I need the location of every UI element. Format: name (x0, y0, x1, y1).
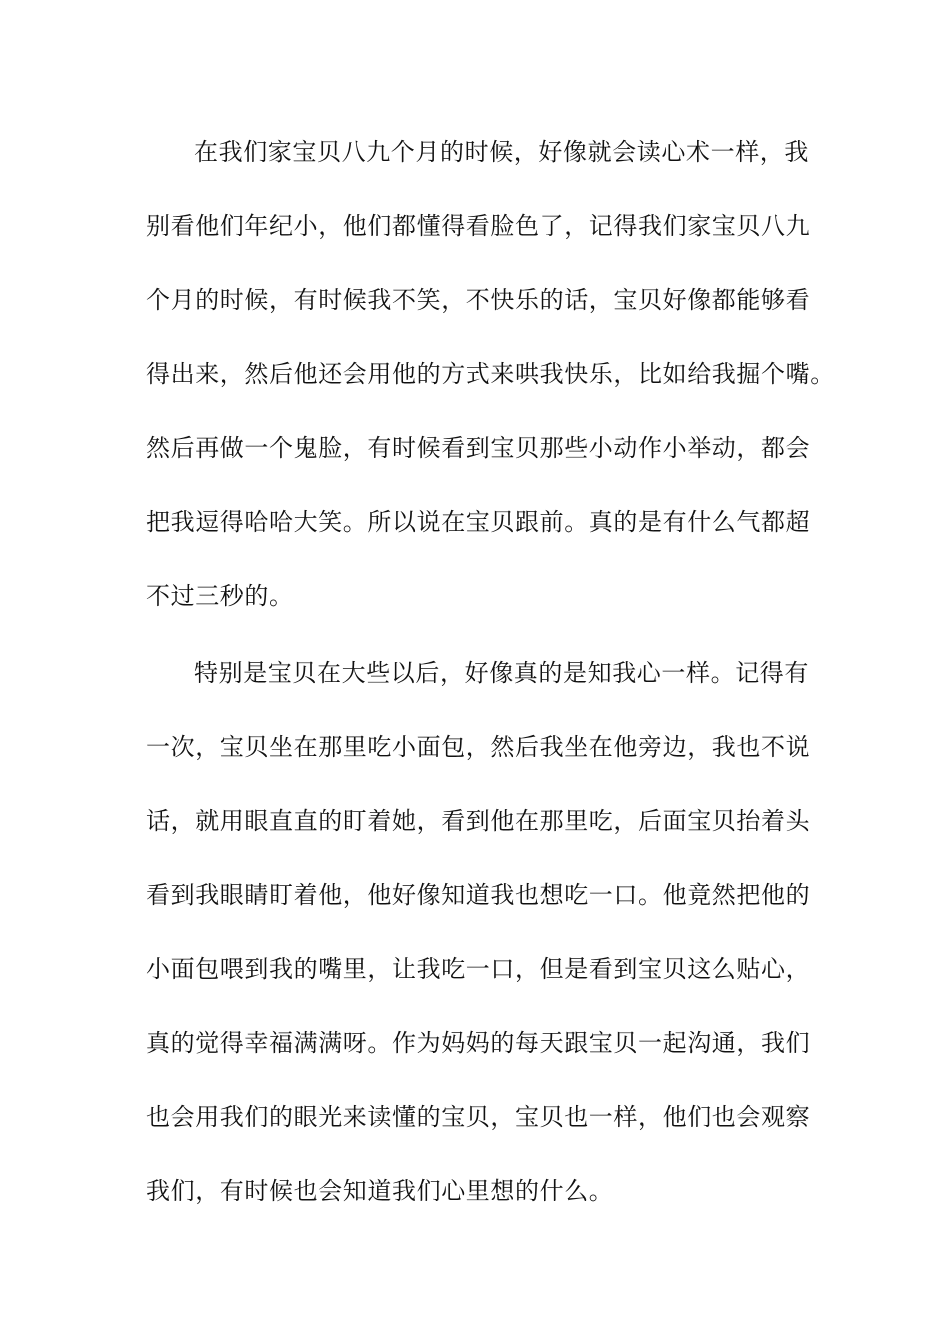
paragraph-line: 个月的时候，有时候我不笑，不快乐的话，宝贝好像都能够看 (146, 286, 811, 314)
paragraph-line: 看到我眼睛盯着他，他好像知道我也想吃一口。他竟然把他的 (146, 881, 811, 909)
paragraph-line: 别看他们年纪小，他们都懂得看脸色了，记得我们家宝贝八九 (146, 212, 811, 240)
paragraph-line: 特别是宝贝在大些以后，好像真的是知我心一样。记得有 (194, 659, 809, 687)
paragraph-line: 不过三秒的。 (146, 582, 294, 610)
paragraph-line: 话，就用眼直直的盯着她，看到他在那里吃，后面宝贝抬着头 (146, 807, 811, 835)
paragraph-line: 在我们家宝贝八九个月的时候，好像就会读心术一样，我 (194, 138, 809, 166)
paragraph-line: 把我逗得哈哈大笑。所以说在宝贝跟前。真的是有什么气都超 (146, 508, 811, 536)
paragraph-line: 也会用我们的眼光来读懂的宝贝，宝贝也一样，他们也会观察 (146, 1103, 811, 1131)
paragraph-line: 真的觉得幸福满满呀。作为妈妈的每天跟宝贝一起沟通，我们 (146, 1029, 811, 1057)
paragraph-line: 我们，有时候也会知道我们心里想的什么。 (146, 1177, 614, 1205)
paragraph-line: 小面包喂到我的嘴里，让我吃一口，但是看到宝贝这么贴心， (146, 955, 811, 983)
paragraph-line: 一次，宝贝坐在那里吃小面包，然后我坐在他旁边，我也不说 (146, 733, 811, 761)
paragraph-line: 然后再做一个鬼脸，有时候看到宝贝那些小动作小举动，都会 (146, 434, 811, 462)
paragraph-line: 得出来，然后他还会用他的方式来哄我快乐，比如给我掘个嘴。 (146, 360, 835, 388)
